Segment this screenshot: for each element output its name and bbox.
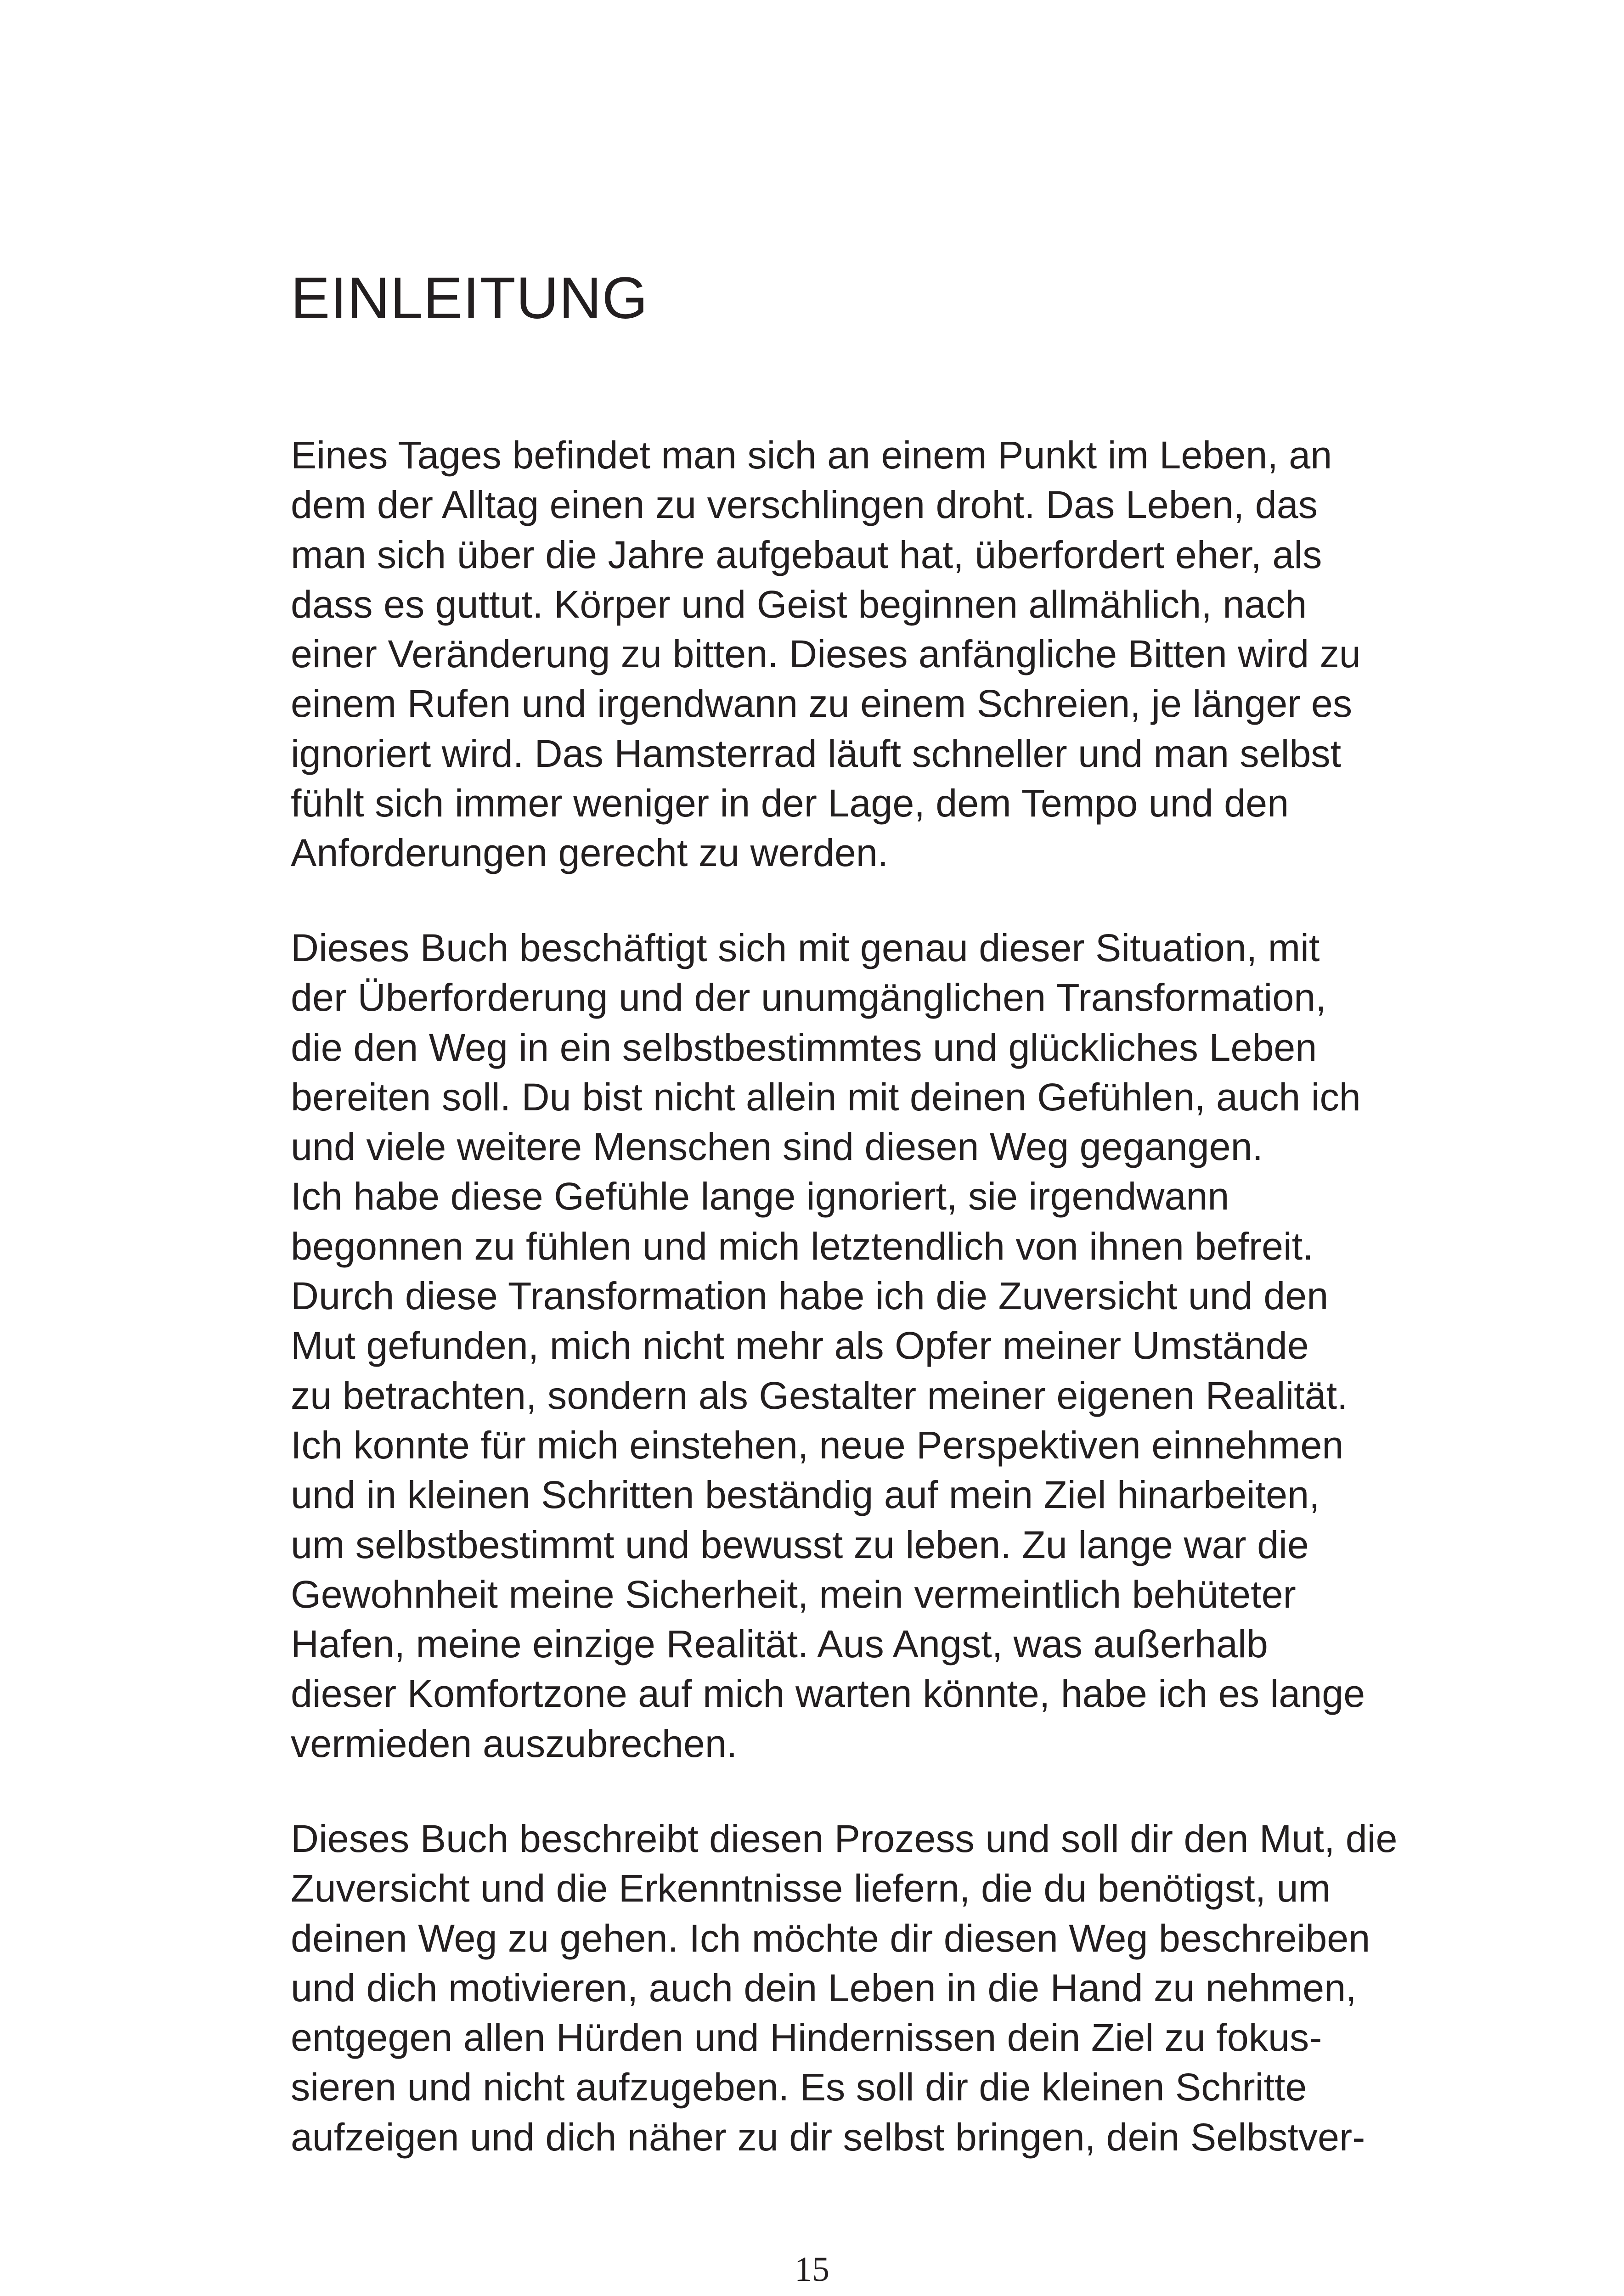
text-line: der Überforderung und der unumgänglichen Transformation, <box>291 976 1326 1019</box>
text-line: um selbstbestimmt und bewusst zu leben. Zu lange war die <box>291 1523 1309 1566</box>
text-line: und dich motivieren, auch dein Leben in die Hand zu nehmen, <box>291 1966 1357 2009</box>
text-line: die den Weg in ein selbstbestimmtes und glückliches Leben <box>291 1025 1317 1069</box>
text-line: vermieden auszubrechen. <box>291 1722 738 1765</box>
text-line: entgegen allen Hürden und Hindernissen dein Ziel zu fokus- <box>291 2016 1322 2060</box>
text-line: einem Rufen und irgendwann zu einem Schreien, je länger es <box>291 682 1353 726</box>
text-line: aufzeigen und dich näher zu dir selbst bringen, dein Selbstver- <box>291 2115 1365 2159</box>
text-line: einer Veränderung zu bitten. Dieses anfängliche Bitten wird zu <box>291 632 1361 676</box>
page-number: 15 <box>795 2250 829 2289</box>
text-line: Gewohnheit meine Sicherheit, mein vermeintlich behüteter <box>291 1572 1296 1616</box>
text-line: dass es guttut. Körper und Geist beginnen allmählich, nach <box>291 582 1307 626</box>
text-line: Ich habe diese Gefühle lange ignoriert, sie irgendwann <box>291 1175 1229 1218</box>
paragraph-3 <box>291 1814 1398 2162</box>
text-line: dieser Komfortzone auf mich warten könnte, habe ich es lange <box>291 1672 1365 1716</box>
text-line: dem der Alltag einen zu verschlingen droht. Das Leben, das <box>291 483 1318 527</box>
text-line: fühlt sich immer weniger in der Lage, dem Tempo und den <box>291 782 1289 825</box>
text-line: Ich konnte für mich einstehen, neue Perspektiven einnehmen <box>291 1423 1344 1467</box>
text-line: Dieses Buch beschreibt diesen Prozess und soll dir den Mut, die <box>291 1817 1398 1860</box>
text-line: Dieses Buch beschäftigt sich mit genau dieser Situation, mit <box>291 926 1320 969</box>
text-line: bereiten soll. Du bist nicht allein mit deinen Gefühlen, auch ich <box>291 1075 1361 1119</box>
text-line: sieren und nicht aufzugeben. Es soll dir die kleinen Schritte <box>291 2065 1307 2109</box>
chapter-title: EINLEITUNG <box>291 265 648 331</box>
text-line: Durch diese Transformation habe ich die Zuversicht und den <box>291 1274 1329 1318</box>
text-line: Anforderungen gerecht zu werden. <box>291 831 889 875</box>
text-line: begonnen zu fühlen und mich letztendlich von ihnen befreit. <box>291 1224 1314 1268</box>
text-line: ignoriert wird. Das Hamsterrad läuft schneller und man selbst <box>291 732 1342 775</box>
text-line: zu betrachten, sondern als Gestalter meiner eigenen Realität. <box>291 1373 1348 1417</box>
text-line: und in kleinen Schritten beständig auf mein Ziel hinarbeiten, <box>291 1473 1320 1517</box>
paragraph-2 <box>291 923 1365 1768</box>
text-line: Zuversicht und die Erkenntnisse liefern, die du benötigst, um <box>291 1867 1331 1910</box>
text-line: man sich über die Jahre aufgebaut hat, überfordert eher, als <box>291 533 1322 576</box>
text-line: Eines Tages befindet man sich an einem Punkt im Leben, an <box>291 433 1332 477</box>
paragraph-1 <box>291 430 1361 878</box>
text-line: und viele weitere Menschen sind diesen Weg gegangen. <box>291 1125 1263 1169</box>
text-line: Hafen, meine einzige Realität. Aus Angst, was außerhalb <box>291 1622 1268 1666</box>
text-line: Mut gefunden, mich nicht mehr als Opfer meiner Umstände <box>291 1324 1309 1367</box>
text-line: deinen Weg zu gehen. Ich möchte dir diesen Weg beschreiben <box>291 1916 1370 1960</box>
